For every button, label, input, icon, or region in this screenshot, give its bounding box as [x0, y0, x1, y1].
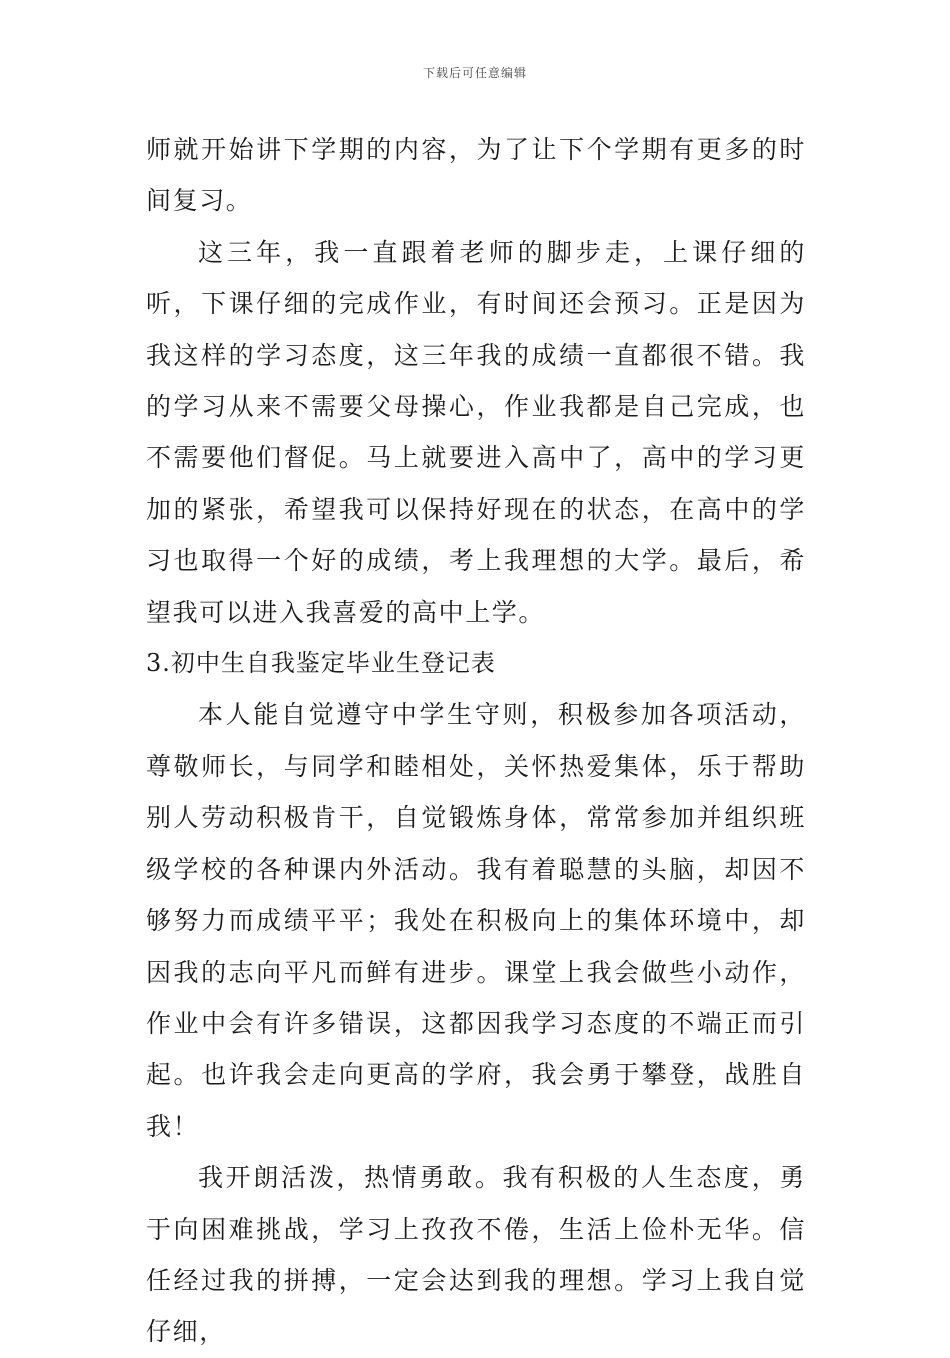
paragraph-continuation: 师就开始讲下学期的内容，为了让下个学期有更多的时间复习。 [146, 135, 806, 216]
paragraph-self-assessment: 本人能自觉遵守中学生守则，积极参加各项活动，尊敬师长，与同学和睦相处，关怀热爱集体，乐于帮助别人劳动积极肯干，自觉锻炼身体，常常参加并组织班级学校的各种课内外活动。我有着聪慧的头脑，却因不够努力而成绩平平；我处在积极向上的集体环境中，却因我的志向平凡而鲜有进步。课堂上我会做些小动作，作业中会有许多错误，这都因我学习态度的不端正而引起。也许我会走向更高的学府，我会勇于攀登，战胜自我！ [146, 700, 806, 1141]
page-header-note: 下载后可任意编辑 [422, 66, 527, 80]
section-heading: 3.初中生自我鉴定毕业生登记表 [146, 649, 496, 678]
document-body [146, 124, 806, 1358]
paragraph-three-years: 这三年，我一直跟着老师的脚步走，上课仔细的听，下课仔细的完成作业，有时间还会预习。正是因为我这样的学习态度，这三年我的成绩一直都很不错。我的学习从来不需要父母操心，作业我都是自己完成，也不需要他们督促。马上就要进入高中了，高中的学习更加的紧张，希望我可以保持好现在的状态，在高中的学习也取得一个好的成绩，考上我理想的大学。最后，希望我可以进入我喜爱的高中上学。 [146, 237, 806, 627]
paragraph-personality: 我开朗活泼，热情勇敢。我有积极的人生态度，勇于向困难挑战，学习上孜孜不倦，生活上俭朴无华。信任经过我的拼搏，一定会达到我的理想。学习上我自觉仔细， [146, 1163, 806, 1347]
